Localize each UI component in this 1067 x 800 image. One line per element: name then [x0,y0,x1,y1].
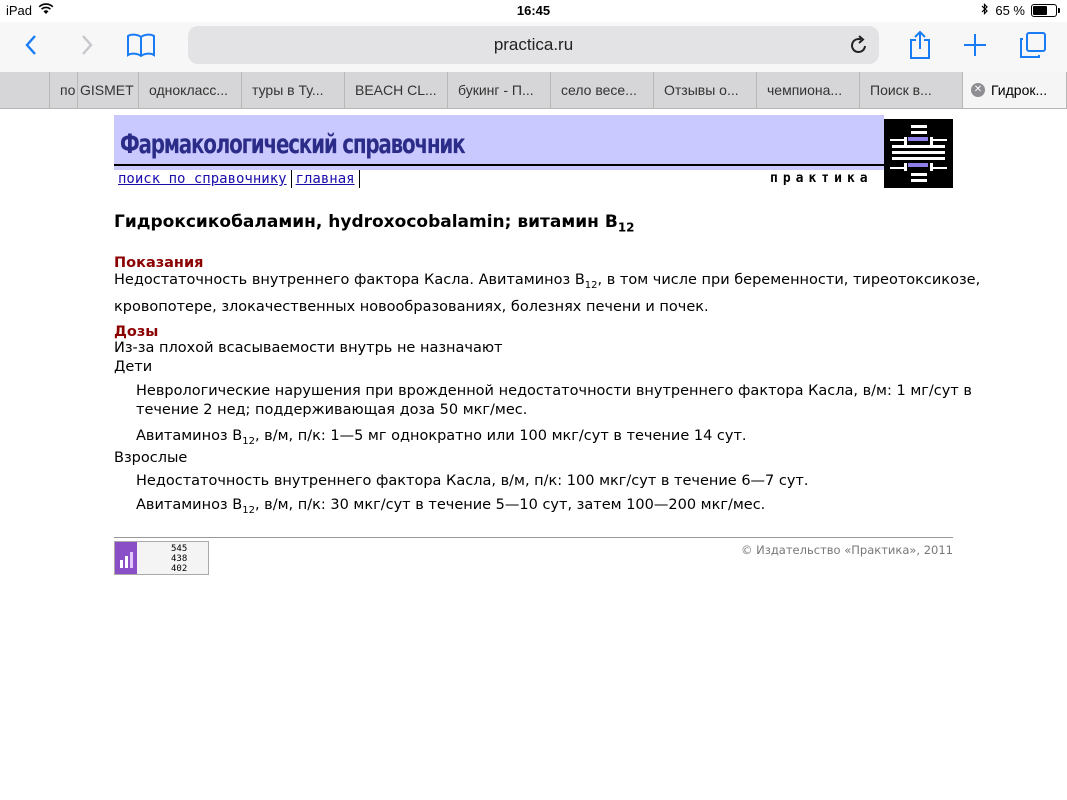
tab-item[interactable] [139,72,242,108]
url-text: practica.ru [493,35,574,54]
text: течение 2 нед; поддерживающая доза 50 мкг/мес. [136,402,528,418]
tab-item[interactable] [757,72,860,108]
subscript: 12 [584,279,598,291]
adults-dose-1 [114,470,809,492]
text: Недостаточность внутреннего фактора Касла. Авитаминоз B [114,272,585,288]
site-title: Фармакологический справочник [120,129,465,160]
tab-label: чемпиона... [767,82,843,98]
tab-label: Гидрок... [991,82,1048,98]
tab-spacer [0,72,50,108]
chevron-right-icon [80,34,94,56]
clock: 16:45 [516,3,551,18]
tab-item-active[interactable] [963,72,1067,108]
reload-button[interactable] [849,34,869,60]
battery-icon [1031,4,1057,17]
nav-link-home[interactable]: главная [292,170,360,188]
status-bar [0,0,1067,22]
share-button[interactable] [903,28,937,62]
adults-label: Взрослые [114,450,188,466]
indications-heading: Показания [114,255,204,271]
tab-bar [0,72,1067,109]
site-nav [114,170,360,188]
tab-item[interactable] [654,72,757,108]
bluetooth-icon [981,3,989,18]
share-icon [908,30,932,60]
doses-heading: Дозы [114,324,159,340]
tab-item[interactable] [860,72,963,108]
text: Неврологические нарушения при врожденной недостаточности внутреннего фактора Касла, в/м: 1 мг/сут в [136,383,972,399]
tab-label: Отзывы о... [664,82,739,98]
counter-visits: 438 [171,554,188,564]
tab-label: BEACH CL... [355,82,437,98]
tab-label: Поиск в... [870,82,932,98]
plus-icon [963,33,987,57]
tabs-overview-button[interactable] [1016,28,1050,62]
tab-label: туры в Ту... [252,82,324,98]
brand-text: практика [770,171,873,186]
doses-note: Из-за плохой всасываемости внутрь не назначают [114,340,503,356]
title-subscript: 12 [617,220,635,235]
tab-label: по [60,82,76,98]
footer-divider [114,537,953,538]
visit-counter[interactable] [114,541,209,575]
counter-views: 545 [171,544,188,554]
tab-label: GISMET [80,82,134,98]
text: Недостаточность внутреннего фактора Касла, в/м, п/к: 100 мкг/сут в течение 6—7 сут. [136,473,809,489]
text: Авитаминоз B [136,497,243,513]
tab-label: однокласс... [149,82,229,98]
text: , в/м, п/к: 30 мкг/сут в течение 5—10 сут, затем 100—200 мкг/мес. [254,497,766,513]
text: , в том числе при беременности, тиреотоксикозе, [597,272,981,288]
back-button[interactable] [14,28,48,62]
tab-item[interactable] [345,72,448,108]
text: кровопотере, злокачественных новообразованиях, болезнях печени и почек. [114,298,709,315]
site-header [114,115,953,189]
device-label: iPad [6,3,33,18]
subscript: 12 [242,435,255,447]
tab-item[interactable] [78,72,139,108]
title-text: Гидроксикобаламин, hydroxocobalamin; витамин B [114,212,618,232]
counter-logo-icon [115,542,137,574]
address-bar[interactable] [188,26,879,64]
reload-icon [849,34,869,56]
counter-visitors: 402 [171,564,188,574]
book-icon [126,33,156,57]
close-tab-icon[interactable]: ✕ [971,83,985,97]
tab-item[interactable] [50,72,78,108]
tab-item[interactable] [242,72,345,108]
children-dose-2 [114,425,747,453]
text: , в/м, п/к: 1—5 мг однократно или 100 мкг/сут в течение 14 сут. [254,428,747,444]
bookmarks-button[interactable] [124,28,158,62]
cross-logo-icon [884,119,953,188]
site-logo [884,119,953,188]
header-divider [114,164,884,166]
tab-label: село весе... [561,82,637,98]
children-label: Дети [114,359,153,375]
new-tab-button[interactable] [958,28,992,62]
tab-label: букинг - П... [458,82,534,98]
subscript: 12 [242,504,255,516]
adults-dose-2 [114,494,765,522]
page-title [114,212,635,234]
text: Авитаминоз B [136,428,243,444]
forward-button[interactable] [70,28,104,62]
indications-text [114,270,980,318]
browser-toolbar [0,22,1067,72]
doses-text [114,339,503,377]
chevron-left-icon [24,34,38,56]
children-doses [114,382,972,420]
copyright: © Издательство «Практика», 2011 [740,543,953,557]
nav-link-search[interactable]: поиск по справочнику [114,170,292,188]
tabs-icon [1019,31,1047,59]
tab-item[interactable] [448,72,551,108]
tab-item[interactable] [551,72,654,108]
counter-values [171,544,187,574]
battery-percent: 65 % [995,3,1025,18]
adults-label-row [114,447,187,469]
